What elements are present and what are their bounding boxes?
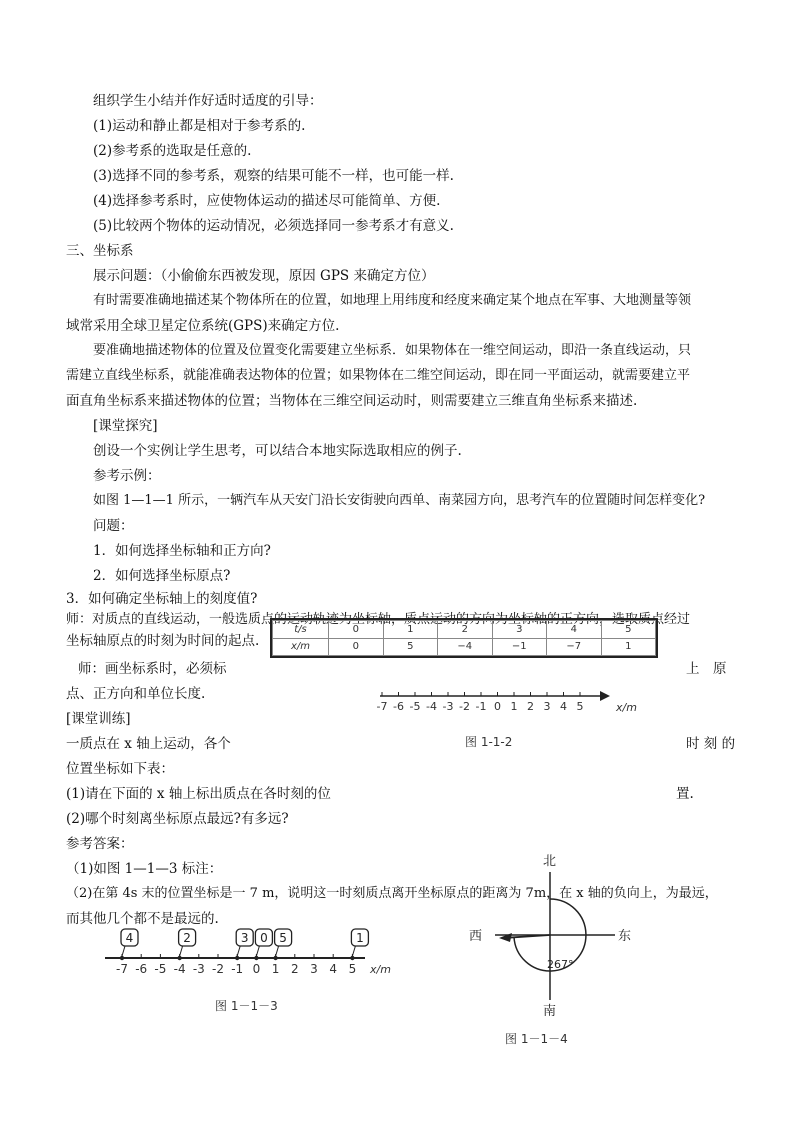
teacher-note-1: 师：对质点的直线运动，一般选质点的运动轨迹为坐标轴，质点运动的方向为坐标轴的正方向，选取质点经过 (66, 612, 691, 627)
summary-point-2: (2)参考系的选取是任意的. (93, 143, 252, 159)
question-1: 1．如何选择坐标轴和正方向? (93, 543, 271, 559)
label-north: 北 (543, 854, 557, 869)
marker-label: 2 (183, 931, 191, 945)
tick-label: -7 (376, 700, 388, 713)
marker-pointer (237, 946, 240, 956)
paragraph-coord-3: 面直角坐标系来描述物体的位置；当物体在三维空间运动时，则需要建立三维直角坐标系来描述. (66, 393, 638, 409)
position-dot (120, 956, 124, 960)
figure-caption: 图 1-1-2 (465, 735, 513, 749)
tick-label: 1 (271, 962, 280, 976)
table-row (273, 638, 656, 656)
table-cell: 1 (601, 638, 656, 656)
classroom-explore-heading: [课堂探究] (93, 418, 158, 434)
table-cell: 3 (492, 621, 547, 639)
teacher-note-4: 点、正方向和单位长度. (66, 686, 206, 702)
figure-1-1-2 (370, 678, 670, 750)
answer-2: （2)在第 4s 末的位置坐标是一 7 m，说明这一时刻质点离开坐标原点的距离为 7m，在 x 轴的负向上，为最远， (66, 886, 718, 901)
marker-pointer (122, 946, 125, 956)
marker-pointer (256, 946, 259, 956)
tick-label: -5 (409, 700, 421, 713)
teacher-note-2: 坐标轴原点的时刻为时间的起点. (66, 633, 260, 649)
tick-label: 1 (510, 700, 518, 713)
tick-label: 4 (560, 700, 567, 713)
table-cell: 4 (547, 621, 602, 639)
position-dot (254, 956, 258, 960)
tick-label: 2 (290, 962, 299, 976)
practice-text-end: 时 刻 的 (686, 736, 736, 752)
tick-label: 5 (576, 700, 584, 713)
tick-label: 2 (527, 700, 534, 713)
tick-label: -1 (231, 962, 244, 976)
marker-label: 5 (279, 931, 287, 945)
tick-label: 5 (348, 962, 357, 976)
summary-intro: 组织学生小结并作好适时适度的引导： (93, 93, 323, 109)
section-heading: 三、坐标系 (66, 243, 134, 259)
summary-point-4: (4)选择参考系时，应使物体运动的描述尽可能简单、方便. (93, 193, 441, 209)
teacher-note-3-start: 师：画坐标系时，必须标 (78, 661, 227, 677)
tick-label: 0 (252, 962, 261, 976)
tick-label: -4 (173, 962, 186, 976)
marker-label: 1 (356, 931, 364, 945)
label-east: 东 (618, 929, 632, 944)
label-south: 南 (543, 1004, 557, 1019)
figure-1-1-4 (455, 850, 645, 1055)
answer-3: 而其他几个都不是最远的. (66, 911, 219, 927)
axis-unit: x/m (370, 963, 391, 976)
table-cell: −4 (438, 638, 493, 656)
position-dot (273, 956, 277, 960)
tick-label: 0 (494, 700, 501, 713)
tick-label: -2 (459, 700, 470, 713)
position-dot (350, 956, 354, 960)
tick-label: -4 (426, 700, 437, 713)
tick-label: -3 (192, 962, 205, 976)
tick-label: -2 (212, 962, 224, 976)
marker-label: 3 (240, 931, 249, 945)
problem-show: 展示问题：（小偷偷东西被发现，原因 GPS 来确定方位） (93, 268, 435, 284)
angle-label: 267° (547, 958, 574, 971)
table-cell: 5 (383, 638, 438, 656)
table-cell: −1 (492, 638, 547, 656)
tick-label: -1 (475, 700, 487, 713)
tick-label: 4 (329, 962, 338, 976)
figure-caption: 图 1－1－3 (215, 999, 278, 1013)
answer-1: （1)如图 1—1—3 标注： (66, 861, 223, 877)
summary-point-1: (1)运动和静止都是相对于参考系的. (93, 118, 306, 134)
table-cell: 1 (383, 621, 438, 639)
practice-question-1-start: (1)请在下面的 x 轴上标出质点在各时刻的位 (66, 786, 331, 802)
marker-pointer (276, 946, 279, 956)
marker-pointer (180, 946, 183, 956)
question-3: 3．如何确定坐标轴上的刻度值? (66, 591, 258, 607)
table-cell: −7 (547, 638, 602, 656)
table-cell: 5 (601, 621, 656, 639)
position-table (270, 618, 658, 658)
position-dot (177, 956, 181, 960)
tick-label: -6 (393, 700, 404, 713)
tick-label: 3 (310, 962, 318, 976)
table-row (273, 621, 656, 639)
reference-example-label: 参考示例： (93, 468, 161, 484)
tick-label: -3 (442, 700, 454, 713)
example-text: 如图 1—1—1 所示，一辆汽车从天安门沿长安街驶向西单、南菜园方向，思考汽车的位置随时间怎样变化? (93, 493, 706, 508)
table-cell: 0 (329, 638, 384, 656)
classroom-practice-heading: [课堂训练] (66, 711, 131, 727)
summary-point-3: (3)选择不同的参考系，观察的结果可能不一样，也可能一样. (93, 168, 454, 184)
tick-label: -7 (116, 962, 128, 976)
answers-label: 参考答案： (66, 836, 134, 852)
table-cell: 2 (438, 621, 493, 639)
axis-arrow (600, 691, 610, 701)
questions-label: 问题： (93, 518, 134, 534)
practice-question-1-end: 置. (676, 786, 694, 802)
teacher-note-3-end: 上 原 (686, 661, 727, 677)
figure-1-1-3 (100, 920, 410, 1016)
figure-caption: 图 1－1－4 (505, 1032, 568, 1046)
explore-instruction: 创设一个实例让学生思考，可以结合本地实际选取相应的例子. (93, 443, 462, 459)
tick-label: -5 (154, 962, 167, 976)
practice-question-2: (2)哪个时刻离坐标原点最远?有多远? (66, 811, 289, 827)
position-dot (235, 956, 239, 960)
marker-label: 4 (125, 931, 134, 945)
question-2: 2．如何选择坐标原点? (93, 568, 231, 584)
paragraph-coord-1: 要准确地描述物体的位置及位置变化需要建立坐标系．如果物体在一维空间运动，即沿一条直线运动，只 (93, 343, 692, 358)
table-head-time: t/s (273, 621, 329, 639)
marker-pointer (352, 946, 355, 956)
paragraph-gps-2: 域常采用全球卫星定位系统(GPS)来确定方位. (66, 318, 340, 334)
table-head-position: x/m (273, 638, 329, 656)
table-cell: 0 (329, 621, 384, 639)
practice-text-2: 位置坐标如下表： (66, 761, 174, 777)
marker-label: 0 (260, 931, 268, 945)
paragraph-coord-2: 需建立直线坐标系，就能准确表达物体的位置；如果物体在二维空间运动，即在同一平面运动，就需要建立平 (66, 368, 691, 383)
practice-text-start: 一质点在 x 轴上运动，各个 (66, 736, 231, 752)
tick-label: 3 (543, 700, 551, 713)
summary-point-5: (5)比较两个物体的运动情况，必须选择同一参考系才有意义. (93, 218, 454, 234)
paragraph-gps-1: 有时需要准确地描述某个物体所在的位置，如地理上用纬度和经度来确定某个地点在军事、大地测量等领 (93, 293, 692, 308)
tick-label: -6 (135, 962, 148, 976)
axis-unit: x/m (616, 701, 637, 714)
label-west: 西 (469, 929, 483, 944)
